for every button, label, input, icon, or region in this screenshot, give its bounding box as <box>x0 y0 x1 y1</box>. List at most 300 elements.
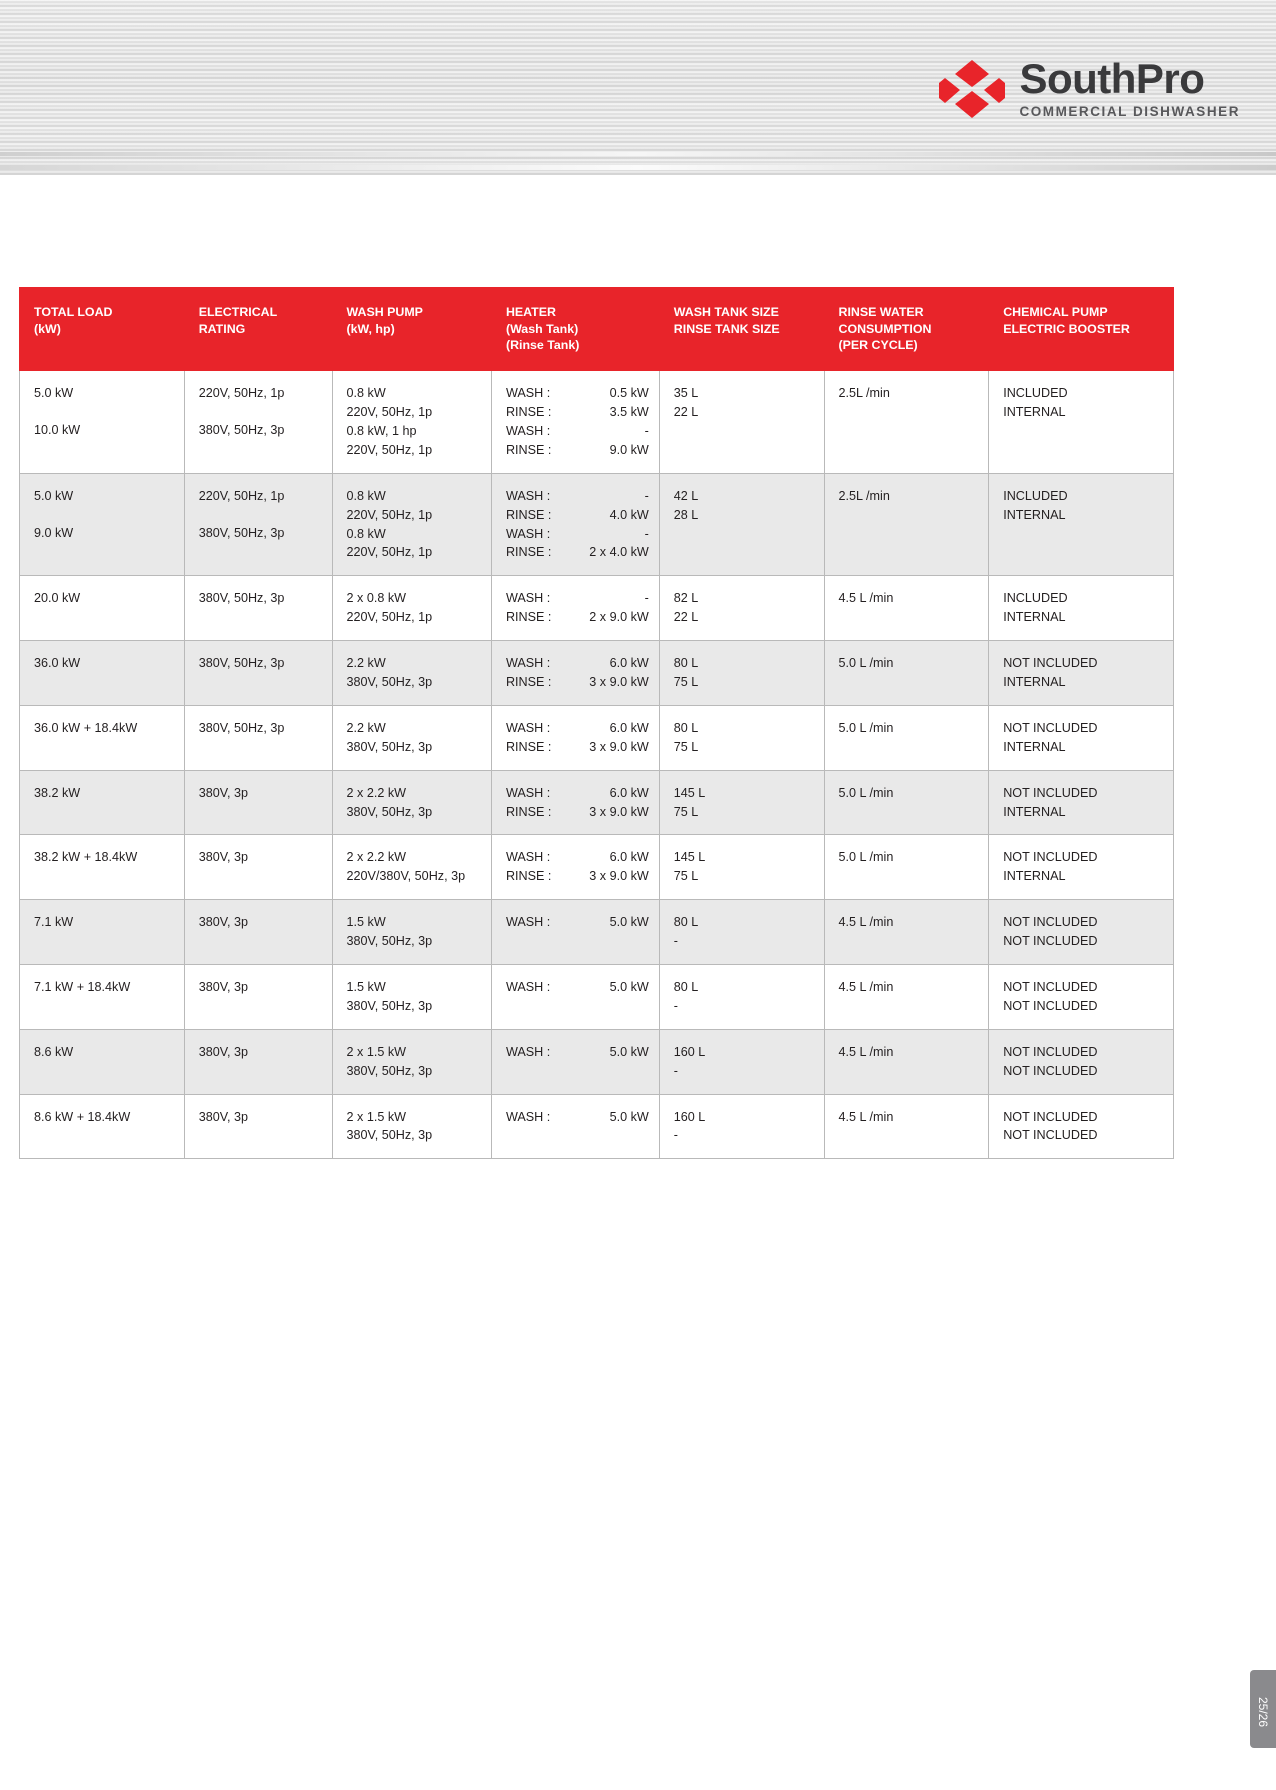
cell-tank-size <box>659 576 824 641</box>
cell-wash-pump <box>332 1029 491 1094</box>
cell-line: 380V, 50Hz, 3p <box>198 656 285 671</box>
heater-value: - <box>644 591 649 606</box>
cell-line: 0.8 kW <box>346 526 386 541</box>
cell-line: NOT INCLUDED <box>1003 850 1098 865</box>
column-header-line: WASH PUMP <box>346 305 423 319</box>
heater-label: WASH : <box>505 915 551 930</box>
cell-rinse-water <box>824 705 989 770</box>
cell-electrical-rating <box>184 835 332 900</box>
cell-line: NOT INCLUDED <box>1003 1063 1098 1078</box>
cell-wash-pump <box>332 900 491 965</box>
heater-entry <box>506 978 649 997</box>
heater-entry <box>506 1043 649 1062</box>
cell-tank-size <box>659 835 824 900</box>
cell-electrical-rating <box>184 576 332 641</box>
cell-chemical-pump <box>989 900 1174 965</box>
cell-tank-size <box>659 965 824 1030</box>
cell-rinse-water <box>824 641 989 706</box>
cell-line: 36.0 kW + 18.4kW <box>34 720 138 735</box>
cell-line: 380V, 50Hz, 3p <box>198 720 285 735</box>
heater-entry <box>506 1108 649 1127</box>
heater-entry <box>506 654 649 673</box>
header-divider-line-1 <box>0 152 1276 156</box>
heater-label: RINSE : <box>505 869 552 884</box>
cell-line: 220V/380V, 50Hz, 3p <box>346 869 466 884</box>
cell-line: NOT INCLUDED <box>1003 1128 1098 1143</box>
brand-text <box>1019 55 1240 119</box>
heater-value: 3 x 9.0 kW <box>589 869 649 884</box>
cell-line: 380V, 50Hz, 3p <box>198 525 285 540</box>
cell-line <box>34 403 174 421</box>
cell-line: INTERNAL <box>1003 610 1066 625</box>
cell-line: 380V, 3p <box>198 785 248 800</box>
brand-logo <box>939 55 1240 119</box>
table-row <box>20 770 1174 835</box>
table-header <box>20 288 1174 371</box>
cell-line: 2 x 2.2 kW <box>346 785 407 800</box>
heater-value: 2 x 9.0 kW <box>589 610 649 625</box>
cell-line: NOT INCLUDED <box>1003 720 1098 735</box>
col-chemical-pump <box>989 288 1174 371</box>
heater-label: RINSE : <box>505 442 552 457</box>
column-header-line: HEATER <box>505 305 556 319</box>
cell-line: INCLUDED <box>1003 386 1068 401</box>
cell-line: 380V, 3p <box>198 915 248 930</box>
cell-line: 0.8 kW <box>346 488 386 503</box>
cell-line: 5.0 L /min <box>838 720 894 735</box>
cell-line: 80 L <box>673 656 699 671</box>
heater-value: 6.0 kW <box>609 785 649 800</box>
cell-line: 5.0 L /min <box>838 850 894 865</box>
cell-line: 2 x 1.5 kW <box>346 1109 407 1124</box>
table-row <box>20 576 1174 641</box>
cell-line: 380V, 50Hz, 3p <box>346 1128 433 1143</box>
cell-line: INTERNAL <box>1003 739 1066 754</box>
cell-total-load <box>20 770 185 835</box>
cell-line: 380V, 50Hz, 3p <box>346 934 433 949</box>
cell-line: INTERNAL <box>1003 804 1066 819</box>
heater-value: 3.5 kW <box>609 405 649 420</box>
heater-value: 6.0 kW <box>609 720 649 735</box>
cell-line: 35 L <box>673 386 699 401</box>
cell-line: 145 L <box>673 850 706 865</box>
column-header-line: RINSE WATER <box>838 305 924 319</box>
cell-line: 80 L <box>673 980 699 995</box>
cell-chemical-pump <box>989 576 1174 641</box>
cell-chemical-pump <box>989 770 1174 835</box>
cell-line: 36.0 kW <box>34 656 81 671</box>
cell-electrical-rating <box>184 473 332 576</box>
cell-line: 75 L <box>673 869 699 884</box>
page-number-tab <box>1250 1670 1276 1748</box>
cell-chemical-pump <box>989 1029 1174 1094</box>
cell-electrical-rating <box>184 770 332 835</box>
cell-line: 380V, 3p <box>198 980 248 995</box>
cell-heater <box>491 965 659 1030</box>
cell-line: 20.0 kW <box>34 591 81 606</box>
heater-entry <box>506 506 649 525</box>
brand-subtitle: COMMERCIAL DISHWASHER <box>1019 104 1240 119</box>
table-body <box>20 371 1174 1159</box>
cell-line: 82 L <box>673 591 699 606</box>
heater-entry <box>506 803 649 822</box>
heater-value: 5.0 kW <box>609 1109 649 1124</box>
cell-wash-pump <box>332 371 491 474</box>
cell-rinse-water <box>824 770 989 835</box>
heater-entry <box>506 673 649 692</box>
cell-electrical-rating <box>184 965 332 1030</box>
cell-line: 5.0 kW <box>34 386 74 401</box>
table-row <box>20 705 1174 770</box>
cell-heater <box>491 835 659 900</box>
heater-value: - <box>644 526 649 541</box>
cell-total-load <box>20 1094 185 1159</box>
heater-label: WASH : <box>505 386 551 401</box>
heater-value: 6.0 kW <box>609 850 649 865</box>
cell-total-load <box>20 705 185 770</box>
heater-entry <box>506 608 649 627</box>
cell-electrical-rating <box>184 641 332 706</box>
cell-line: 380V, 50Hz, 3p <box>346 739 433 754</box>
cell-line: 380V, 50Hz, 3p <box>346 675 433 689</box>
cell-rinse-water <box>824 1029 989 1094</box>
cell-total-load <box>20 371 185 474</box>
cell-rinse-water <box>824 473 989 576</box>
cell-line: 0.8 kW <box>346 386 386 401</box>
cell-rinse-water <box>824 965 989 1030</box>
cell-line: 1.5 kW <box>346 915 386 930</box>
column-header-line: (kW, hp) <box>346 321 395 336</box>
specification-table <box>19 287 1174 1159</box>
cell-line: 4.5 L /min <box>838 591 894 606</box>
cell-line: 2.2 kW <box>346 720 386 735</box>
heater-value: 4.0 kW <box>609 507 649 522</box>
cell-chemical-pump <box>989 371 1174 474</box>
heater-label: RINSE : <box>505 545 552 560</box>
table-row <box>20 965 1174 1030</box>
cell-total-load <box>20 965 185 1030</box>
cell-line: 220V, 50Hz, 1p <box>346 507 433 522</box>
cell-electrical-rating <box>184 705 332 770</box>
cell-rinse-water <box>824 371 989 474</box>
heater-entry <box>506 719 649 738</box>
cell-total-load <box>20 576 185 641</box>
heater-entry <box>506 867 649 886</box>
cell-line: NOT INCLUDED <box>1003 980 1098 995</box>
southpro-chevron-logo-icon <box>939 60 1005 118</box>
cell-line: INTERNAL <box>1003 869 1066 884</box>
cell-tank-size <box>659 473 824 576</box>
cell-tank-size <box>659 705 824 770</box>
cell-line: 10.0 kW <box>34 423 81 438</box>
cell-line: 2 x 0.8 kW <box>346 591 407 606</box>
cell-line: 220V, 50Hz, 1p <box>346 545 433 560</box>
heater-value: 3 x 9.0 kW <box>589 739 649 754</box>
col-rinse-water <box>824 288 989 371</box>
column-header-line: RATING <box>198 321 246 336</box>
cell-line: INTERNAL <box>1003 675 1066 689</box>
cell-line: 80 L <box>673 720 699 735</box>
cell-line: 1.5 kW <box>346 980 386 995</box>
heater-label: WASH : <box>505 850 551 865</box>
cell-wash-pump <box>332 473 491 576</box>
cell-line: 28 L <box>673 507 699 522</box>
heater-entry <box>506 589 649 608</box>
table-row <box>20 900 1174 965</box>
table-row <box>20 1029 1174 1094</box>
heater-entry <box>506 525 649 544</box>
column-header-line: TOTAL LOAD <box>34 305 113 319</box>
column-header-line: CONSUMPTION <box>838 321 932 336</box>
column-header-line: (Wash Tank) <box>505 321 579 336</box>
cell-line: 380V, 50Hz, 3p <box>198 591 285 606</box>
cell-electrical-rating <box>184 1094 332 1159</box>
cell-line: 2 x 2.2 kW <box>346 850 407 865</box>
cell-line: 220V, 50Hz, 1p <box>346 610 433 625</box>
column-header-line: RINSE TANK SIZE <box>673 321 780 336</box>
cell-line: 2.2 kW <box>346 656 386 671</box>
heater-entry <box>506 384 649 403</box>
table-row <box>20 641 1174 706</box>
column-header-line: (Rinse Tank) <box>505 338 580 353</box>
cell-line: 42 L <box>673 488 699 503</box>
cell-line: 7.1 kW + 18.4kW <box>34 980 131 995</box>
cell-wash-pump <box>332 965 491 1030</box>
cell-wash-pump <box>332 576 491 641</box>
cell-electrical-rating <box>184 1029 332 1094</box>
table-header-row <box>20 288 1174 371</box>
cell-line: 220V, 50Hz, 1p <box>198 386 285 401</box>
cell-line: 75 L <box>673 675 699 689</box>
cell-line: - <box>673 998 678 1013</box>
heater-value: 5.0 kW <box>609 915 649 930</box>
cell-line: 380V, 50Hz, 3p <box>346 998 433 1013</box>
heater-label: RINSE : <box>505 739 552 754</box>
cell-line: INCLUDED <box>1003 488 1068 503</box>
cell-line: 8.6 kW <box>34 1044 74 1059</box>
heater-label: WASH : <box>505 591 551 606</box>
cell-line: NOT INCLUDED <box>1003 1044 1098 1059</box>
cell-total-load <box>20 641 185 706</box>
cell-line: NOT INCLUDED <box>1003 998 1098 1013</box>
cell-rinse-water <box>824 900 989 965</box>
cell-line: INTERNAL <box>1003 507 1066 522</box>
column-header-line: CHEMICAL PUMP <box>1003 305 1108 319</box>
heater-entry <box>506 487 649 506</box>
cell-total-load <box>20 900 185 965</box>
heater-label: WASH : <box>505 1044 551 1059</box>
cell-line: 220V, 50Hz, 1p <box>346 405 433 420</box>
heater-label: RINSE : <box>505 507 552 522</box>
cell-line: 380V, 50Hz, 3p <box>346 804 433 819</box>
cell-line <box>199 403 322 421</box>
heater-entry <box>506 848 649 867</box>
cell-heater <box>491 641 659 706</box>
cell-chemical-pump <box>989 641 1174 706</box>
heater-value: 3 x 9.0 kW <box>589 675 649 689</box>
heater-label: WASH : <box>505 980 551 995</box>
table-row <box>20 371 1174 474</box>
cell-line: 5.0 kW <box>34 488 74 503</box>
cell-line: 380V, 50Hz, 3p <box>198 423 285 438</box>
cell-line: 2.5L /min <box>838 386 890 401</box>
heater-label: RINSE : <box>505 610 552 625</box>
cell-chemical-pump <box>989 965 1174 1030</box>
cell-heater <box>491 900 659 965</box>
cell-tank-size <box>659 1029 824 1094</box>
brand-title: SouthPro <box>1019 55 1205 102</box>
cell-line: 380V, 3p <box>198 850 248 865</box>
cell-rinse-water <box>824 1094 989 1159</box>
cell-line: NOT INCLUDED <box>1003 915 1098 930</box>
heater-label: WASH : <box>505 785 551 800</box>
cell-heater <box>491 371 659 474</box>
heater-label: WASH : <box>505 1109 551 1124</box>
cell-line: 160 L <box>673 1044 706 1059</box>
column-header-line: (PER CYCLE) <box>838 338 918 353</box>
heater-label: RINSE : <box>505 405 552 420</box>
cell-heater <box>491 770 659 835</box>
col-electrical-rating <box>184 288 332 371</box>
col-tank-size <box>659 288 824 371</box>
cell-line <box>199 506 322 524</box>
cell-wash-pump <box>332 1094 491 1159</box>
col-heater <box>491 288 659 371</box>
heater-label: RINSE : <box>505 804 552 819</box>
cell-tank-size <box>659 641 824 706</box>
cell-tank-size <box>659 770 824 835</box>
cell-line <box>34 506 174 524</box>
heater-entry <box>506 422 649 441</box>
cell-line: 0.8 kW, 1 hp <box>346 423 417 438</box>
heater-label: WASH : <box>505 423 551 438</box>
heater-value: 5.0 kW <box>609 980 649 995</box>
cell-wash-pump <box>332 835 491 900</box>
cell-total-load <box>20 473 185 576</box>
heater-entry <box>506 441 649 460</box>
cell-line: 22 L <box>673 405 699 420</box>
cell-line: 380V, 50Hz, 3p <box>346 1063 433 1078</box>
table-row <box>20 473 1174 576</box>
cell-line: - <box>673 1128 678 1143</box>
cell-line: INTERNAL <box>1003 405 1066 420</box>
heater-entry <box>506 403 649 422</box>
column-header-line: (kW) <box>34 321 61 336</box>
cell-tank-size <box>659 371 824 474</box>
table-row <box>20 1094 1174 1159</box>
cell-line: 22 L <box>673 610 699 625</box>
cell-line: 5.0 L /min <box>838 656 894 671</box>
cell-wash-pump <box>332 641 491 706</box>
cell-electrical-rating <box>184 371 332 474</box>
cell-line: 160 L <box>673 1109 706 1124</box>
cell-line: 4.5 L /min <box>838 1109 894 1124</box>
column-header-line: ELECTRIC BOOSTER <box>1003 321 1130 336</box>
cell-line: 4.5 L /min <box>838 980 894 995</box>
heater-value: 5.0 kW <box>609 1044 649 1059</box>
heater-entry <box>506 543 649 562</box>
cell-line: 9.0 kW <box>34 525 74 540</box>
cell-line: 4.5 L /min <box>838 915 894 930</box>
cell-chemical-pump <box>989 705 1174 770</box>
cell-line: - <box>673 934 678 949</box>
cell-heater <box>491 1029 659 1094</box>
cell-line: 75 L <box>673 804 699 819</box>
heater-label: WASH : <box>505 488 551 503</box>
cell-line: NOT INCLUDED <box>1003 1109 1098 1124</box>
cell-total-load <box>20 1029 185 1094</box>
cell-electrical-rating <box>184 900 332 965</box>
header-divider-line-2 <box>0 165 1276 170</box>
cell-line: INCLUDED <box>1003 591 1068 606</box>
cell-line: 8.6 kW + 18.4kW <box>34 1109 131 1124</box>
cell-line: 2.5L /min <box>838 488 890 503</box>
column-header-line: WASH TANK SIZE <box>673 305 779 319</box>
cell-line: 5.0 L /min <box>838 785 894 800</box>
cell-rinse-water <box>824 576 989 641</box>
column-header-line: ELECTRICAL <box>198 305 278 319</box>
cell-heater <box>491 705 659 770</box>
cell-line: 4.5 L /min <box>838 1044 894 1059</box>
cell-line: 80 L <box>673 915 699 930</box>
cell-total-load <box>20 835 185 900</box>
cell-line: 2 x 1.5 kW <box>346 1044 407 1059</box>
cell-tank-size <box>659 900 824 965</box>
heater-value: 2 x 4.0 kW <box>589 545 649 560</box>
cell-line: 380V, 3p <box>198 1044 248 1059</box>
heater-entry <box>506 738 649 757</box>
cell-tank-size <box>659 1094 824 1159</box>
cell-line: - <box>673 1063 678 1078</box>
cell-line: NOT INCLUDED <box>1003 656 1098 671</box>
heater-label: RINSE : <box>505 675 552 689</box>
heater-entry <box>506 784 649 803</box>
heater-label: WASH : <box>505 720 551 735</box>
cell-line: NOT INCLUDED <box>1003 785 1098 800</box>
cell-chemical-pump <box>989 473 1174 576</box>
cell-heater <box>491 576 659 641</box>
heater-value: - <box>644 488 649 503</box>
col-total-load <box>20 288 185 371</box>
page-number-label: 25/26 <box>1256 1697 1270 1728</box>
table-row <box>20 835 1174 900</box>
cell-line: 7.1 kW <box>34 915 74 930</box>
heater-label: WASH : <box>505 656 551 671</box>
cell-chemical-pump <box>989 835 1174 900</box>
cell-heater <box>491 473 659 576</box>
heater-value: 0.5 kW <box>609 386 649 401</box>
heater-label: WASH : <box>505 526 551 541</box>
heater-value: - <box>644 423 649 438</box>
cell-line: 145 L <box>673 785 706 800</box>
heater-value: 9.0 kW <box>609 442 649 457</box>
cell-line: 38.2 kW + 18.4kW <box>34 850 138 865</box>
cell-line: 38.2 kW <box>34 785 81 800</box>
cell-chemical-pump <box>989 1094 1174 1159</box>
cell-line: 220V, 50Hz, 1p <box>346 442 433 457</box>
heater-value: 6.0 kW <box>609 656 649 671</box>
cell-rinse-water <box>824 835 989 900</box>
cell-line: NOT INCLUDED <box>1003 934 1098 949</box>
cell-line: 220V, 50Hz, 1p <box>198 488 285 503</box>
cell-wash-pump <box>332 705 491 770</box>
col-wash-pump <box>332 288 491 371</box>
heater-entry <box>506 913 649 932</box>
cell-line: 75 L <box>673 739 699 754</box>
cell-heater <box>491 1094 659 1159</box>
cell-wash-pump <box>332 770 491 835</box>
heater-value: 3 x 9.0 kW <box>589 804 649 819</box>
